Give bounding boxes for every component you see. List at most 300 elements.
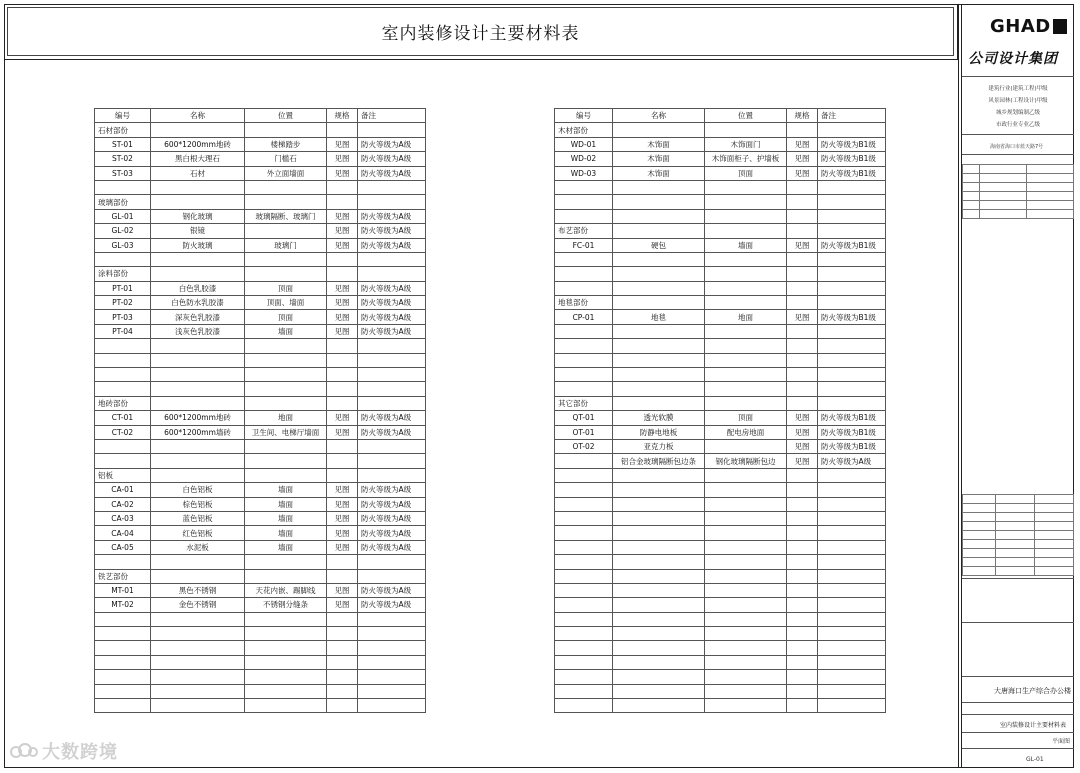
cell-spec bbox=[327, 699, 358, 713]
cell-remark: 防火等级为A级 bbox=[358, 540, 426, 554]
cell-code bbox=[95, 684, 151, 698]
cell-pos bbox=[705, 468, 787, 482]
cell-spec bbox=[787, 598, 818, 612]
cell-code bbox=[555, 339, 613, 353]
cell-name: 防静电地板 bbox=[613, 425, 705, 439]
table-row bbox=[555, 555, 886, 569]
cell-pos: 配电房地面 bbox=[705, 425, 787, 439]
cell-pos bbox=[705, 180, 787, 194]
cell-remark bbox=[818, 670, 886, 684]
cert-line: 风景园林(工程设计)甲级 bbox=[988, 98, 1048, 104]
cell-name: 木饰面 bbox=[613, 152, 705, 166]
cell-name bbox=[613, 483, 705, 497]
cell-spec bbox=[327, 684, 358, 698]
cell-name bbox=[151, 612, 245, 626]
cell-remark bbox=[818, 267, 886, 281]
table-row bbox=[555, 454, 886, 468]
cell-name: 银镜 bbox=[151, 224, 245, 238]
section-row bbox=[95, 569, 426, 583]
table-row bbox=[95, 655, 426, 669]
cell-remark: 防火等级为A级 bbox=[358, 238, 426, 252]
table-row bbox=[95, 209, 426, 223]
company-name: 公司设计集团 bbox=[968, 51, 1058, 67]
cell-pos bbox=[705, 655, 787, 669]
cell-pos: 顶面 bbox=[705, 411, 787, 425]
table-row bbox=[555, 699, 886, 713]
cell-remark: 防火等级为B1级 bbox=[818, 411, 886, 425]
cell-spec bbox=[327, 439, 358, 453]
empty-cell bbox=[358, 569, 426, 583]
cell-remark bbox=[358, 555, 426, 569]
title-block bbox=[962, 4, 1074, 768]
cell-spec: 见图 bbox=[787, 439, 818, 453]
cell-remark bbox=[818, 468, 886, 482]
cell-name: 金色不锈钢 bbox=[151, 598, 245, 612]
cell-spec: 见图 bbox=[327, 137, 358, 151]
cell-code: CT-01 bbox=[95, 411, 151, 425]
empty-cell bbox=[327, 195, 358, 209]
cell-remark: 防火等级为A级 bbox=[358, 166, 426, 180]
table-header-row bbox=[95, 109, 426, 123]
table-row bbox=[555, 281, 886, 295]
table-row bbox=[555, 511, 886, 525]
cell-name: 浅灰色乳胶漆 bbox=[151, 324, 245, 338]
empty-cell bbox=[151, 468, 245, 482]
cell-pos: 玻璃隔断、玻璃门 bbox=[245, 209, 327, 223]
cell-remark: 防火等级为B1级 bbox=[818, 425, 886, 439]
table-row bbox=[555, 670, 886, 684]
cell-name: 钢化玻璃 bbox=[151, 209, 245, 223]
column-header: 备注 bbox=[818, 109, 886, 123]
cell-pos bbox=[245, 454, 327, 468]
cell-pos bbox=[705, 684, 787, 698]
cell-remark bbox=[358, 339, 426, 353]
table-row bbox=[95, 483, 426, 497]
cell-remark bbox=[358, 353, 426, 367]
cell-spec bbox=[787, 583, 818, 597]
cell-pos bbox=[705, 195, 787, 209]
section-label: 布艺部份 bbox=[555, 224, 613, 238]
table-row bbox=[95, 612, 426, 626]
cell-pos: 顶面 bbox=[245, 281, 327, 295]
cell-code: WD-03 bbox=[555, 166, 613, 180]
cell-pos bbox=[705, 368, 787, 382]
cell-code: GL-03 bbox=[95, 238, 151, 252]
table-row bbox=[95, 555, 426, 569]
cell-name: 铝合金玻璃隔断包边条 bbox=[613, 454, 705, 468]
cell-spec: 见图 bbox=[787, 411, 818, 425]
cell-code bbox=[95, 180, 151, 194]
empty-cell bbox=[787, 396, 818, 410]
cell-pos: 顶面 bbox=[245, 310, 327, 324]
table-row bbox=[555, 439, 886, 453]
empty-cell bbox=[151, 569, 245, 583]
empty-cell bbox=[818, 123, 886, 137]
cell-remark bbox=[358, 454, 426, 468]
empty-cell bbox=[245, 267, 327, 281]
cell-spec: 见图 bbox=[327, 224, 358, 238]
cell-remark bbox=[818, 252, 886, 266]
cell-remark: 防火等级为A级 bbox=[358, 497, 426, 511]
cell-code: WD-01 bbox=[555, 137, 613, 151]
cell-remark bbox=[818, 612, 886, 626]
section-row bbox=[95, 123, 426, 137]
logo-mark-icon bbox=[1053, 19, 1067, 34]
table-row bbox=[95, 310, 426, 324]
table-row bbox=[95, 454, 426, 468]
table-row bbox=[555, 641, 886, 655]
cell-spec bbox=[787, 627, 818, 641]
cell-name: 亚克力板 bbox=[613, 439, 705, 453]
cell-spec bbox=[327, 555, 358, 569]
cell-remark bbox=[358, 180, 426, 194]
cell-pos bbox=[245, 339, 327, 353]
cell-name bbox=[613, 627, 705, 641]
title-bar bbox=[4, 4, 958, 60]
cell-remark bbox=[358, 655, 426, 669]
table-row bbox=[95, 540, 426, 554]
empty-cell bbox=[358, 123, 426, 137]
cell-code bbox=[95, 439, 151, 453]
cell-code: PT-04 bbox=[95, 324, 151, 338]
cell-pos: 地面 bbox=[705, 310, 787, 324]
table-row bbox=[555, 180, 886, 194]
drawing-name: 室内装修设计主要材料表 bbox=[1000, 722, 1067, 729]
cell-code bbox=[95, 353, 151, 367]
cell-pos bbox=[245, 252, 327, 266]
section-label: 地砖部份 bbox=[95, 396, 151, 410]
cell-name: 木饰面 bbox=[613, 166, 705, 180]
cell-name: 硬包 bbox=[613, 238, 705, 252]
cell-code bbox=[95, 252, 151, 266]
cell-remark bbox=[818, 655, 886, 669]
cell-code bbox=[555, 526, 613, 540]
cell-remark: 防火等级为A级 bbox=[358, 598, 426, 612]
cell-spec bbox=[787, 180, 818, 194]
page-title: 室内装修设计主要材料表 bbox=[381, 24, 580, 44]
cell-name: 600*1200mm墙砖 bbox=[151, 425, 245, 439]
cell-name bbox=[613, 281, 705, 295]
cell-spec bbox=[787, 526, 818, 540]
cell-pos bbox=[245, 641, 327, 655]
cell-name bbox=[613, 368, 705, 382]
cell-remark: 防火等级为B1级 bbox=[818, 166, 886, 180]
cell-pos: 玻璃门 bbox=[245, 238, 327, 252]
cell-spec: 见图 bbox=[787, 238, 818, 252]
cell-remark bbox=[818, 641, 886, 655]
empty-cell bbox=[613, 224, 705, 238]
cell-code bbox=[555, 180, 613, 194]
cell-pos bbox=[705, 699, 787, 713]
section-label: 其它部份 bbox=[555, 396, 613, 410]
cell-name bbox=[151, 252, 245, 266]
cell-spec: 见图 bbox=[327, 540, 358, 554]
cell-spec bbox=[787, 497, 818, 511]
cell-remark: 防火等级为A级 bbox=[358, 137, 426, 151]
watermark: 大数跨境 bbox=[10, 738, 118, 764]
cell-pos bbox=[705, 526, 787, 540]
cell-code bbox=[555, 195, 613, 209]
cell-remark bbox=[358, 612, 426, 626]
cell-spec bbox=[787, 699, 818, 713]
cell-code: ST-01 bbox=[95, 137, 151, 151]
cell-spec bbox=[787, 368, 818, 382]
cell-spec bbox=[327, 382, 358, 396]
table-row bbox=[555, 684, 886, 698]
cell-remark: 防火等级为A级 bbox=[818, 454, 886, 468]
cell-remark bbox=[818, 382, 886, 396]
cell-remark: 防火等级为A级 bbox=[358, 296, 426, 310]
cell-remark: 防火等级为A级 bbox=[358, 425, 426, 439]
table-row bbox=[555, 209, 886, 223]
cell-name bbox=[613, 641, 705, 655]
section-row bbox=[555, 224, 886, 238]
cell-name bbox=[613, 339, 705, 353]
cell-pos bbox=[705, 353, 787, 367]
cell-remark bbox=[818, 281, 886, 295]
cell-name bbox=[613, 180, 705, 194]
table-row bbox=[95, 296, 426, 310]
cell-spec bbox=[787, 569, 818, 583]
cell-spec bbox=[787, 540, 818, 554]
cell-code bbox=[555, 497, 613, 511]
cell-pos bbox=[705, 439, 787, 453]
table-row bbox=[95, 281, 426, 295]
cell-pos bbox=[245, 670, 327, 684]
material-table-left bbox=[94, 108, 426, 713]
cell-code: GL-01 bbox=[95, 209, 151, 223]
cell-remark: 防火等级为A级 bbox=[358, 152, 426, 166]
cell-name bbox=[151, 670, 245, 684]
cell-code bbox=[555, 598, 613, 612]
cell-remark bbox=[358, 627, 426, 641]
cell-remark: 防火等级为A级 bbox=[358, 411, 426, 425]
cell-spec bbox=[787, 483, 818, 497]
empty-cell bbox=[245, 468, 327, 482]
cell-name bbox=[613, 209, 705, 223]
cell-pos: 墙面 bbox=[705, 238, 787, 252]
empty-cell bbox=[245, 569, 327, 583]
empty-cell bbox=[327, 569, 358, 583]
cell-code: CA-03 bbox=[95, 511, 151, 525]
revision-grid bbox=[962, 164, 1074, 219]
cell-pos bbox=[705, 209, 787, 223]
cell-spec bbox=[327, 612, 358, 626]
cell-pos bbox=[705, 497, 787, 511]
cell-pos bbox=[245, 627, 327, 641]
table-row bbox=[555, 468, 886, 482]
cell-remark: 防火等级为A级 bbox=[358, 526, 426, 540]
cell-pos: 墙面 bbox=[245, 483, 327, 497]
cell-code bbox=[95, 339, 151, 353]
table-row bbox=[95, 497, 426, 511]
table-row bbox=[95, 439, 426, 453]
cell-spec bbox=[327, 670, 358, 684]
cell-remark: 防火等级为B1级 bbox=[818, 137, 886, 151]
cell-pos bbox=[245, 180, 327, 194]
table-row bbox=[95, 699, 426, 713]
cell-name bbox=[613, 699, 705, 713]
cell-code bbox=[95, 555, 151, 569]
cell-pos: 天花内嵌、踢脚线 bbox=[245, 583, 327, 597]
cell-name bbox=[151, 180, 245, 194]
table-row bbox=[555, 569, 886, 583]
cell-remark bbox=[818, 209, 886, 223]
table-row bbox=[555, 166, 886, 180]
table-row bbox=[95, 152, 426, 166]
cell-remark bbox=[818, 324, 886, 338]
cell-spec: 见图 bbox=[327, 238, 358, 252]
table-row bbox=[95, 382, 426, 396]
cell-code: FC-01 bbox=[555, 238, 613, 252]
cell-remark bbox=[358, 382, 426, 396]
cell-code: CA-01 bbox=[95, 483, 151, 497]
empty-cell bbox=[327, 267, 358, 281]
table-row bbox=[555, 526, 886, 540]
table-row bbox=[95, 137, 426, 151]
table-row bbox=[95, 324, 426, 338]
signature-grid bbox=[962, 494, 1074, 576]
empty-cell bbox=[818, 396, 886, 410]
cell-remark bbox=[358, 439, 426, 453]
table-row bbox=[95, 583, 426, 597]
cell-code bbox=[555, 583, 613, 597]
cell-pos: 墙面 bbox=[245, 324, 327, 338]
table-row bbox=[95, 684, 426, 698]
empty-cell bbox=[613, 123, 705, 137]
cell-pos bbox=[705, 569, 787, 583]
cell-spec bbox=[787, 353, 818, 367]
cell-code bbox=[95, 655, 151, 669]
cell-remark bbox=[818, 180, 886, 194]
cell-code: PT-01 bbox=[95, 281, 151, 295]
column-header: 编号 bbox=[95, 109, 151, 123]
cell-code: WD-02 bbox=[555, 152, 613, 166]
cell-name bbox=[613, 612, 705, 626]
cell-remark: 防火等级为A级 bbox=[358, 583, 426, 597]
empty-cell bbox=[358, 267, 426, 281]
cell-name bbox=[151, 382, 245, 396]
cell-code bbox=[95, 382, 151, 396]
cell-spec bbox=[327, 252, 358, 266]
cell-spec bbox=[787, 281, 818, 295]
project-name: 大唐海口生产综合办公楼 bbox=[994, 687, 1071, 695]
cell-name: 白色铝板 bbox=[151, 483, 245, 497]
cell-name bbox=[151, 339, 245, 353]
cell-pos: 门槛石 bbox=[245, 152, 327, 166]
cell-name bbox=[613, 655, 705, 669]
cell-code: OT-02 bbox=[555, 439, 613, 453]
cell-pos bbox=[705, 598, 787, 612]
table-row bbox=[555, 137, 886, 151]
cell-pos bbox=[245, 699, 327, 713]
cell-code bbox=[555, 699, 613, 713]
cell-remark bbox=[818, 699, 886, 713]
cell-name: 黑色不锈钢 bbox=[151, 583, 245, 597]
cell-name bbox=[613, 267, 705, 281]
cell-spec bbox=[787, 267, 818, 281]
cell-code bbox=[95, 454, 151, 468]
cell-name bbox=[613, 497, 705, 511]
cell-spec bbox=[327, 339, 358, 353]
cell-remark: 防火等级为A级 bbox=[358, 324, 426, 338]
table-row bbox=[555, 382, 886, 396]
cell-code bbox=[555, 569, 613, 583]
table-row bbox=[95, 166, 426, 180]
cell-pos bbox=[705, 252, 787, 266]
cell-pos bbox=[705, 511, 787, 525]
cell-spec: 见图 bbox=[327, 310, 358, 324]
cell-pos bbox=[705, 627, 787, 641]
cell-remark bbox=[818, 497, 886, 511]
cell-name bbox=[613, 195, 705, 209]
cell-name bbox=[613, 598, 705, 612]
empty-cell bbox=[245, 396, 327, 410]
cell-name: 白色乳胶漆 bbox=[151, 281, 245, 295]
cell-code bbox=[555, 468, 613, 482]
address-text: 海南省海口市蓝天路7号 bbox=[990, 144, 1044, 150]
cell-spec bbox=[787, 324, 818, 338]
table-header-row bbox=[555, 109, 886, 123]
cell-spec bbox=[327, 641, 358, 655]
table-row bbox=[555, 368, 886, 382]
table-row bbox=[555, 540, 886, 554]
cell-name bbox=[151, 353, 245, 367]
cell-code: OT-01 bbox=[555, 425, 613, 439]
cell-pos bbox=[245, 684, 327, 698]
cell-code bbox=[555, 511, 613, 525]
cell-pos: 钢化玻璃隔断包边 bbox=[705, 454, 787, 468]
cell-spec: 见图 bbox=[327, 483, 358, 497]
column-header: 名称 bbox=[151, 109, 245, 123]
table-row bbox=[555, 627, 886, 641]
table-row bbox=[555, 425, 886, 439]
cell-remark: 防火等级为A级 bbox=[358, 483, 426, 497]
section-label: 地毯部份 bbox=[555, 296, 613, 310]
cell-code bbox=[555, 655, 613, 669]
empty-cell bbox=[245, 123, 327, 137]
cell-name bbox=[151, 454, 245, 468]
cell-remark bbox=[358, 641, 426, 655]
cell-remark bbox=[818, 526, 886, 540]
column-header: 规格 bbox=[327, 109, 358, 123]
table-row bbox=[555, 310, 886, 324]
cell-code bbox=[555, 627, 613, 641]
cell-code: QT-01 bbox=[555, 411, 613, 425]
table-row bbox=[555, 583, 886, 597]
cell-code bbox=[555, 324, 613, 338]
cell-remark bbox=[818, 583, 886, 597]
cell-remark bbox=[818, 339, 886, 353]
section-label: 石材部份 bbox=[95, 123, 151, 137]
cell-name: 水泥板 bbox=[151, 540, 245, 554]
cell-name bbox=[613, 353, 705, 367]
cell-code: CA-05 bbox=[95, 540, 151, 554]
cell-name bbox=[613, 468, 705, 482]
empty-cell bbox=[787, 224, 818, 238]
material-table-right bbox=[554, 108, 886, 713]
cell-code bbox=[555, 353, 613, 367]
cell-spec bbox=[327, 368, 358, 382]
cell-spec: 见图 bbox=[327, 152, 358, 166]
cell-code bbox=[555, 670, 613, 684]
table-row bbox=[95, 339, 426, 353]
table-row bbox=[555, 339, 886, 353]
cell-pos bbox=[245, 555, 327, 569]
table-row bbox=[555, 152, 886, 166]
cell-pos bbox=[245, 353, 327, 367]
cell-remark bbox=[818, 627, 886, 641]
